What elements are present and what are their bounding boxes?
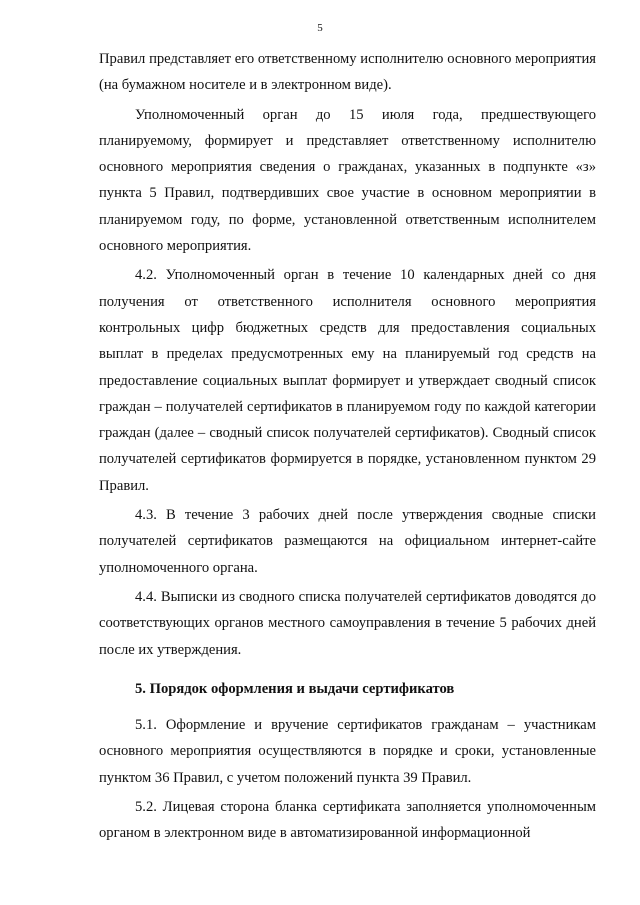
paragraph-4-3: 4.3. В течение 3 рабочих дней после утверждения сводные списки получателей сертификатов размещаются на официальном интернет-сайте уполномоченного органа. <box>99 507 596 576</box>
document-body <box>99 46 596 850</box>
section-heading: 5. Порядок оформления и выдачи сертификатов <box>135 680 455 697</box>
page-number: 5 <box>317 22 323 34</box>
paragraph-authorized-body: Уполномоченный орган до 15 июля года, предшествующего планируемому, формирует и представляет ответственному исполнителю основного мероприятия сведения о гражданах, указанных в подпункте «з» пункта 5 Правил, подтвердивших свое участие в основном мероприятии в планируемом году, по форме, установленной ответственным исполнителем основного мероприятия. <box>99 106 596 255</box>
paragraph-continuation: Правил представляет его ответственному исполнителю основного мероприятия (на бумажном носителе и в электронном виде). <box>99 51 596 94</box>
paragraph-4-4: 4.4. Выписки из сводного списка получателей сертификатов доводятся до соответствующих органов местного самоуправления в течение 5 рабочих дней после их утверждения. <box>99 588 596 658</box>
paragraph-5-2: 5.2. Лицевая сторона бланка сертификата заполняется уполномоченным органом в электронном виде в автоматизированной информационной <box>99 799 596 842</box>
paragraph-5-1: 5.1. Оформление и вручение сертификатов гражданам – участникам основного мероприятия осуществляются в порядке и сроки, установленные пунктом 36 Правил, с учетом положений пункта 39 Правил. <box>99 717 596 786</box>
paragraph-4-2: 4.2. Уполномоченный орган в течение 10 календарных дней со дня получения от ответственного исполнителя основного мероприятия контрольных цифр бюджетных средств для предоставления социальных выплат в пределах предусмотренных ему на планируемый год средств на предоставление социальных выплат формирует и утверждает сводный список граждан – получателей сертификатов в планируемом году по каждой категории граждан (далее – сводный список получателей сертификатов). Сводный список получателей сертификатов формируется в порядке, установленном пунктом 29 Правил. <box>99 267 596 494</box>
